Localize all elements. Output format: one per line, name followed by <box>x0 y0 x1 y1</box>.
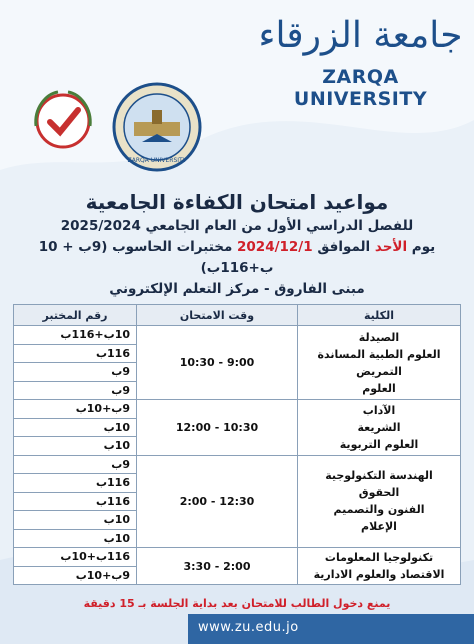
exam-time: 9:00 - 10:30 <box>137 326 298 400</box>
university-seal <box>112 82 202 172</box>
lab-number: 9ب <box>14 455 137 474</box>
lab-number: 10ب+116ب <box>14 326 137 345</box>
exam-day: الأحد <box>374 239 408 255</box>
late-entry-notice: يمنع دخول الطالب للامتحان بعد بداية الجلسة بـ 15 دقيقة <box>83 597 391 610</box>
university-name-english: ZARQA UNIVERSITY <box>293 66 428 110</box>
header-time: وقت الامتحان <box>137 305 298 326</box>
colleges-cell <box>298 548 461 585</box>
lab-number: 116ب <box>14 492 137 511</box>
college-name: الشريعة <box>357 420 401 434</box>
lab-number: 116ب <box>14 344 137 363</box>
exam-time: 10:30 - 12:00 <box>137 400 298 456</box>
college-name: التمريض <box>356 364 402 378</box>
labs-line: مختبرات الحاسوب (9ب + 10 ب+116ب) <box>38 239 274 276</box>
date-mid: الموافق <box>312 239 375 255</box>
exam-date: 2024/12/1 <box>237 239 313 255</box>
college-name: العلوم التربوية <box>339 437 419 451</box>
university-logo <box>258 8 463 110</box>
accreditation-badge <box>28 86 98 156</box>
lab-number: 9ب+10ب <box>14 566 137 585</box>
lab-number: 10ب <box>14 511 137 530</box>
seal-text: ZARQA UNIVERSITY <box>127 157 187 164</box>
colleges-cell <box>298 455 461 548</box>
lab-number: 9ب+10ب <box>14 400 137 419</box>
header-college: الكلية <box>298 305 461 326</box>
titles-block <box>10 188 464 300</box>
schedule-table <box>13 304 461 585</box>
table-row <box>14 548 461 567</box>
university-name-arabic: جامعة الزرقاء <box>258 15 463 56</box>
website-link[interactable]: www.zu.edu.jo <box>198 620 299 635</box>
lab-number: 116ب <box>14 474 137 493</box>
college-name: العلوم الطبية المساندة <box>317 347 441 361</box>
college-name: الهندسة التكنولوجية <box>325 469 433 483</box>
lab-number: 116ب+10ب <box>14 548 137 567</box>
college-name: الصيدلة <box>358 330 400 344</box>
semester-line: للفصل الدراسي الأول من العام الجامعي 2025/2024 <box>60 218 414 234</box>
college-name: الاقتصاد والعلوم الادارية <box>313 568 445 581</box>
lab-number: 9ب <box>14 363 137 382</box>
lab-number: 10ب <box>14 529 137 548</box>
colleges-cell <box>298 400 461 456</box>
exam-time: 2:00 - 3:30 <box>137 548 298 585</box>
page-title: مواعيد امتحان الكفاءة الجامعية <box>85 190 389 214</box>
table-header-row <box>14 305 461 326</box>
location-line: مبنى الفاروق - مركز التعلم الإلكتروني <box>109 281 365 297</box>
lab-number: 9ب <box>14 381 137 400</box>
exam-time: 12:30 - 2:00 <box>137 455 298 548</box>
college-name: العلوم <box>362 381 396 395</box>
college-name: الفنون والتصميم <box>333 503 425 517</box>
college-name: الإعلام <box>361 520 397 534</box>
date-line <box>10 237 464 279</box>
header-lab: رقم المختبر <box>14 305 137 326</box>
date-prefix: يوم <box>407 239 436 255</box>
table-row <box>14 455 461 474</box>
college-name: تكنولوجيا المعلومات <box>324 551 434 564</box>
college-name: الآداب <box>362 403 396 417</box>
lab-number: 10ب <box>14 437 137 456</box>
table-row <box>14 326 461 345</box>
table-row <box>14 400 461 419</box>
college-name: الحقوق <box>358 486 400 500</box>
lab-number: 10ب <box>14 418 137 437</box>
colleges-cell <box>298 326 461 400</box>
